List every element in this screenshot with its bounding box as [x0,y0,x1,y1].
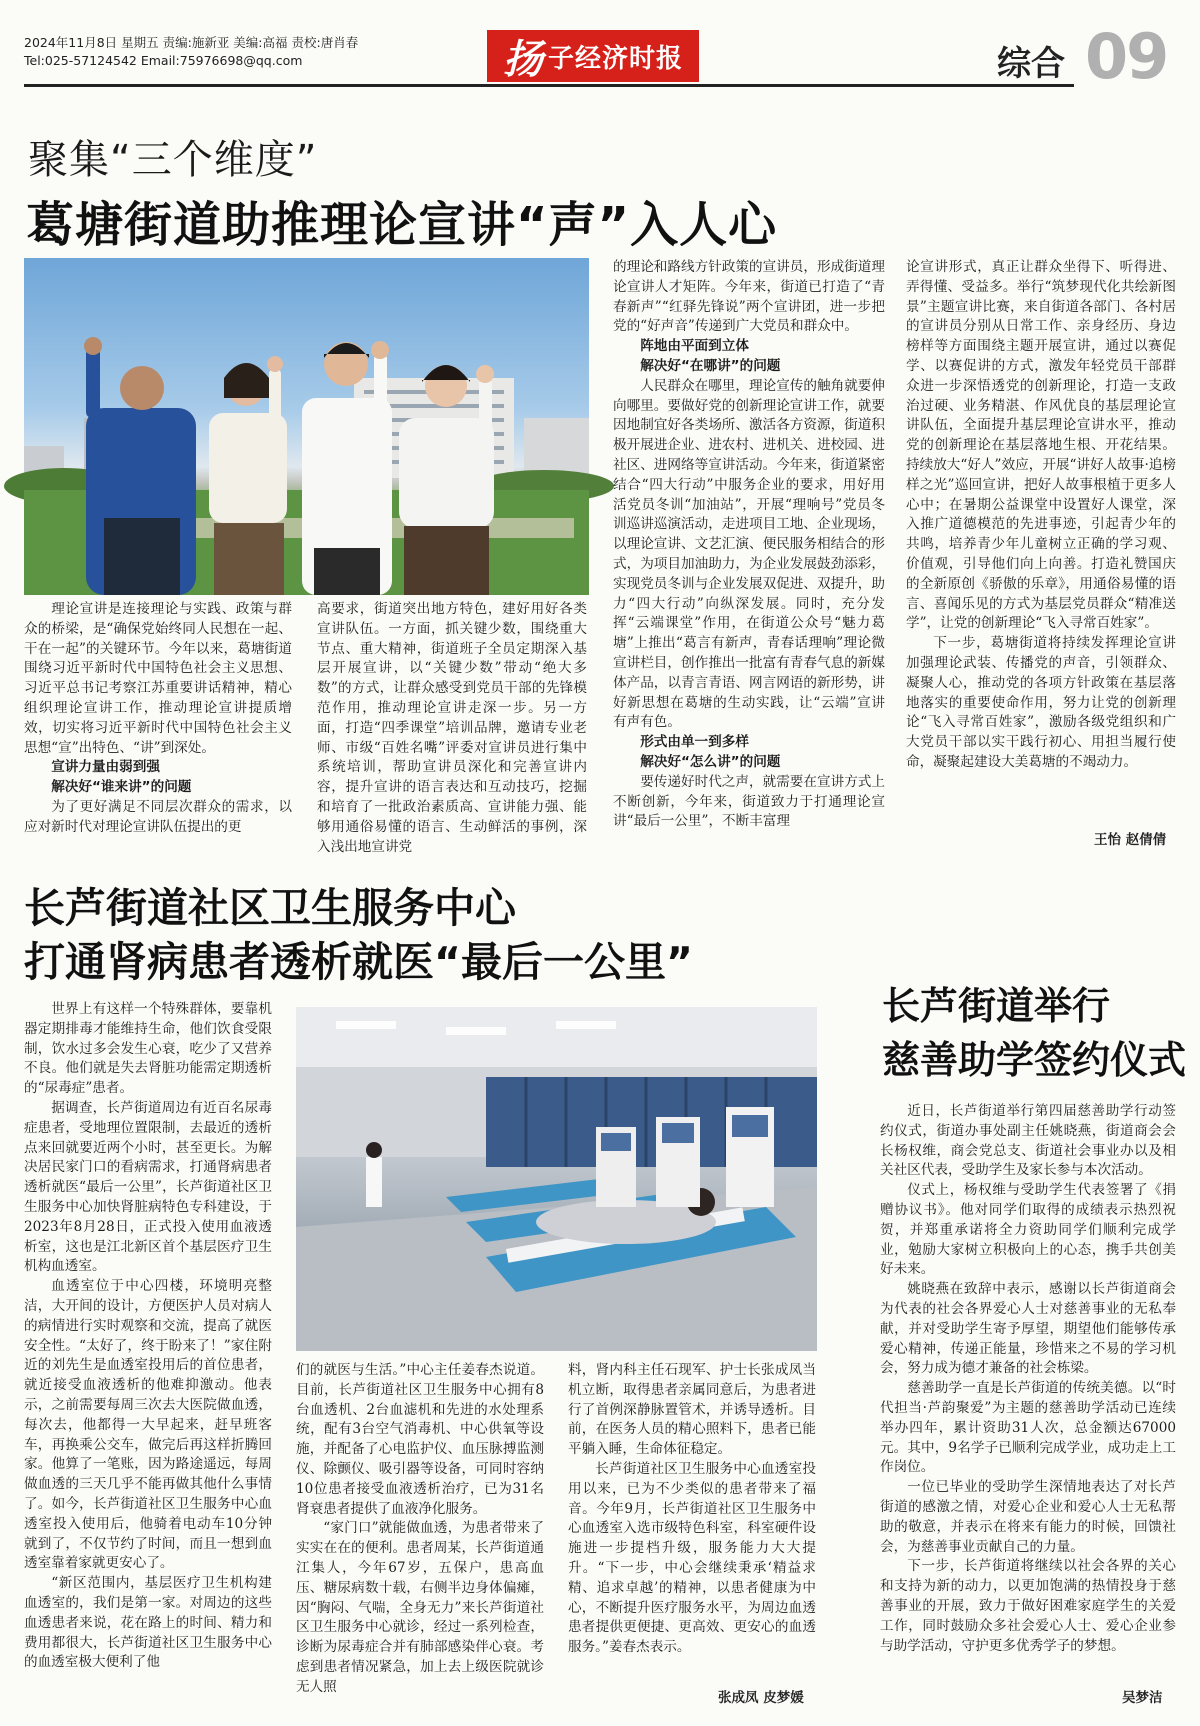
article3-paragraph: 慈善助学一直是长芦街道的传统美德。以“时代担当·芦韵聚爱”为主题的慈善助学活动已连续举办四年，累计资助31人次，总金额达67000元。其中，9名学子已顺利完成学业，成功走上工作岗位。 [880,1380,1176,1476]
article2-column-3 [568,1361,816,1681]
article1-headline: 葛塘街道助推理论宣讲“声”入人心 [26,197,778,253]
article3-byline: 吴梦洁 [1122,1690,1163,1706]
article1-paragraph: 高要求，街道突出地方特色，建好用好各类宣讲队伍。一方面，抓关键少数，围绕重大节点、重大精神，街道班子全员定期深入基层开展宣讲，以“关键少数”带动“绝大多数”的方式，让群众感受到党员干部的先锋模范作用，推动理论宣讲走深一步。另一方面，打造“四季课堂”培训品牌，邀请专业老师、市级“百姓名嘴”评委对宣讲员进行集中系统培训，帮助宣讲员深化和完善宣讲内容，提升宣讲的语言表达和互动技巧，挖掘和培育了一批政治素质高、宣讲能力强、能够用通俗易懂的语言、生动鲜活的事例，深入浅出地宣讲党 [317,601,587,855]
article1-paragraph: 的理论和路线方针政策的宣讲员，形成街道理论宣讲人才矩阵。今年来，街道已打造了“青春新声”“红驿先锋说”两个宣讲团，进一步把党的“好声音”传递到广大党员和群众中。 [613,259,885,335]
article2-photo [296,1007,817,1351]
article2-paragraph: “新区范围内，基层医疗卫生机构建血透室的，我们是第一家。对周边的这些血透患者来说，花在路上的时间、精力和费用都很大，长芦街道社区卫生服务中心的血透室极大便利了他 [24,1575,272,1671]
newspaper-logo [487,30,699,82]
article2-paragraph: 血透室位于中心四楼，环境明亮整洁，大开间的设计，方便医护人员对病人的病情进行实时观察和交流，提高了就医安全性。“太好了，终于盼来了！”家住附近的刘先生是血透室投用后的首位患者，就近接受血液透析的他难抑激动。他表示，之前需要每周三次去大医院做血透，每次去，他都得一大早起来，赶早班客车，再换乘公交车，做完后再这样折腾回家。他算了一笔账，因为路途遥远，每周做血透的三天几乎不能再做其他什么事情了。如今，长芦街道社区卫生服务中心血透室投入使用后，他骑着电动车10分钟就到了，不仅节约了时间，而且一想到血透室靠着家就更安心了。 [24,1278,272,1572]
article2-column-2 [296,1361,544,1708]
article2-paragraph: 长芦街道社区卫生服务中心血透室投用以来，已为不少类似的患者带来了福音。今年9月，长芦街道社区卫生服务中心血透室入选市级特色科室，科室硬件设施进一步提档升级，服务能力大大提升。“下一步，中心会继续秉承‘精益求精、追求卓越’的精神，以患者健康为中心，不断提升医疗服务水平，为周边血透患者提供更便捷、更高效、更安心的血透服务。”姜春杰表示。 [568,1460,816,1656]
article3-paragraph: 仪式上，杨权维与受助学生代表签署了《捐赠协议书》。他对同学们取得的成绩表示热烈祝贺，并郑重承诺将全力资助同学们顺利完成学业，勉励大家树立积极向上的心态，携手共创美好未来。 [880,1182,1176,1278]
page-number: 09 [1085,20,1168,93]
article1-byline: 王怡 赵倩倩 [1094,832,1167,848]
logo-script-character: 扬 [502,35,544,83]
article2-paragraph: 料，肾内科主任石现军、护士长张成凤当机立断，取得患者亲属同意后，为患者进行了首例深静脉置管术，并诱导透析。目前，在医务人员的精心照料下，患者已能平躺入睡，生命体征稳定。 [568,1362,816,1458]
article2-paragraph: 世界上有这样一个特殊群体，要靠机器定期排毒才能维持生命，他们饮食受限制，饮水过多会发生心衰，吃少了又营养不良。他们就是失去肾脏功能需定期透析的“尿毒症”患者。 [24,1001,272,1097]
article1-paragraph: 人民群众在哪里，理论宣传的触角就要伸向哪里。要做好党的创新理论宣讲工作，就要因地制宜好各类场所、激活各方资源，街道积极开展进企业、进农村、进机关、进校园、进社区、进网络等宣讲活动。今年来，街道紧密结合“四大行动”中服务企业的要求，用好用活党员冬训“加油站”，开展“理响号”党员冬训巡讲巡演活动，走进项目工地、企业现场，以理论宣讲、文艺汇演、便民服务相结合的形式，为项目加油助力，为企业发展鼓劲添彩，实现党员冬训与企业发展双促进、双提升，助力“四大行动”向纵深发展。同时，充分发挥“云端课堂”作用，在街道公众号“魅力葛塘”上推出“葛言有新声，青春话理响”理论微宣讲栏目，创作推出一批富有青春气息的新媒体产品，以青言青语、网言网语的新形势，讲好新思想在葛塘的生动实践，让“云端”宣讲有声有色。 [613,377,885,731]
article1-photo [24,258,589,595]
article1-subheading: 形式由单一到多样 [640,734,749,751]
article1-subheading: 解决好“谁来讲”的问题 [51,779,192,796]
propaganda-team-photo [24,258,589,595]
article2-column-1 [24,1000,272,1708]
dialysis-room-photo [296,1007,817,1351]
article3-paragraph: 姚晓燕在致辞中表示，感谢以长芦街道商会为代表的社会各界爱心人士对慈善事业的无私奉献，并对受助学生寄予厚望，期望他们能够传承爱心精神，传递正能量，珍惜来之不易的学习机会，努力成为德才兼备的社会栋梁。 [880,1281,1176,1377]
article3-paragraph: 下一步，长芦街道将继续以社会各界的关心和支持为新的动力，以更加饱满的热情投身于慈善事业的开展，致力于做好困难家庭学生的关爱工作，同时鼓励众多社会爱心人士、爱心企业参与助学活动，守护更多优秀学子的梦想。 [880,1558,1176,1654]
article2-paragraph: 们的就医与生活。”中心主任姜春杰说道。目前，长芦街道社区卫生服务中心拥有8台血透机、2台血滤机和先进的水处理系统，配有3台空气消毒机、中心供氧等设施，并配备了心电监护仪、血压脉搏监测仪、除颤仪、吸引器等设备，可同时容纳10位患者接受血液透析治疗，已为31名肾衰患者提供了血液净化服务。 [296,1362,544,1517]
article1-subheading: 阵地由平面到立体 [640,338,749,355]
article1-subheading: 宣讲力量由弱到强 [51,759,160,776]
article2-paragraph: “家门口”就能做血透，为患者带来了实实在在的便利。患者周某，长芦街道通江集人，今年67岁，五保户，患高血压、糖尿病数十载，右侧半边身体偏瘫，因“胸闷、气喘，全身无力”来长芦街道社区卫生服务中心就诊，经过一系列检查，诊断为尿毒症合并有肺部感染伴心衰。考虑到患者情况紧急，加上去上级医院就诊无人照 [296,1520,544,1695]
logo-text: 子经济时报 [547,43,683,74]
article2-byline: 张成凤 皮梦媛 [718,1690,804,1706]
section-label: 综合 [997,44,1065,84]
article1-column-3 [613,258,885,830]
article1-paragraph: 要传递好时代之声，就需要在宣讲方式上不断创新，今年来，街道致力于打通理论宣讲“最后一公里”，不断丰富理 [613,773,885,830]
article3-headline-line1: 长芦街道举行 [882,984,1111,1028]
article2-headline-line1: 长芦街道社区卫生服务中心 [24,884,516,932]
article1-paragraph: 理论宣讲是连接理论与实践、政策与群众的桥梁，是“确保党始终同人民想在一起、干在一起”的关键环节。今年以来，葛塘街道围绕习近平新时代中国特色社会主义思想、习近平总书记考察江苏重要讲话精神，精心组织理论宣讲工作，推动理论宣讲提质增效，切实将习近平新时代中国特色社会主义思想“宣”出特色、“讲”到深处。 [24,601,292,756]
article1-column-1 [24,600,292,835]
article2-paragraph: 据调查，长芦街道周边有近百名尿毒症患者，受地理位置限制，去最近的透析点来回就要近两个小时，甚至更长。为解决居民家门口的看病需求，打通肾病患者透析就医“最后一公里”，长芦街道社区卫生服务中心加快肾脏病特色专科建设，于2023年8月28日，正式投入使用血液透析室，这也是江北新区首个基层医疗卫生机构血透室。 [24,1099,272,1275]
header-rule [24,84,1074,87]
article3-headline-line2: 慈善助学签约仪式 [882,1038,1187,1082]
article1-kicker: 聚集“三个维度” [28,137,318,183]
article1-column-4 [906,258,1176,816]
masthead-issue-line: 2024年11月8日 星期五 责编:施新亚 美编:高福 责校:唐肖春 [24,35,359,50]
article1-paragraph: 论宣讲形式，真正让群众坐得下、听得进、弄得懂、受益多。举行“筑梦现代化共绘新图景”主题宣讲比赛，来自街道各部门、各村居的宣讲员分别从日常工作、亲身经历、身边榜样等方面围绕主题开展宣讲，通过以赛促学、以赛促讲的方式，激发年轻党员干部群众进一步深悟透党的创新理论，打造一支政治过硬、业务精湛、作风优良的基层理论宣讲队伍，全面提升基层理论宣讲水平，推动党的创新理论在基层落地生根、开花结果。持续放大“好人”效应，开展“讲好人故事·追榜样之光”巡回宣讲，把好人故事根植于更多人心中；在暑期公益课堂中设置好人课堂，深入推广道德模范的先进事迹，引起青少年的共鸣，培养青少年儿童树立正确的学习观、价值观，引导他们向上向善。打造礼赞国庆的全新原创《骄傲的乐章》，用通俗易懂的语言、喜闻乐见的方式为基层党员群众“精准送学”，让党的创新理论“飞入寻常百姓家”。 [906,259,1176,632]
article1-paragraph: 为了更好满足不同层次群众的需求，以应对新时代对理论宣讲队伍提出的更 [24,798,292,835]
masthead-contact-line: Tel:025-57124542 Email:75976698@qq.com [24,53,303,68]
article3-column [880,1102,1176,1682]
article1-column-2 [317,600,587,855]
article3-paragraph: 一位已毕业的受助学生深情地表达了对长芦街道的感激之情，对爱心企业和爱心人士无私帮助的敬意，并表示在将来有能力的时候，回馈社会，为慈善事业贡献自己的力量。 [880,1479,1176,1555]
article2-headline-line2: 打通肾病患者透析就医“最后一公里” [24,938,693,986]
article3-paragraph: 近日，长芦街道举行第四届慈善助学行动签约仪式，街道办事处副主任姚晓燕，街道商会会长杨权维，商会党总支、街道社会事业办以及相关社区代表，受助学生及家长参与本次活动。 [880,1103,1176,1179]
article1-paragraph: 下一步，葛塘街道将持续发挥理论宣讲加强理论武装、传播党的声音，引领群众、凝聚人心，推动党的各项方针政策在基层落地落实的重要使命作用，努力让党的创新理论“飞入寻常百姓家”，激励各级党组织和广大党员干部以实干践行初心、用担当履行使命，凝聚起建设大美葛塘的不竭动力。 [906,635,1176,770]
article1-subheading: 解决好“怎么讲”的问题 [640,753,781,770]
article1-subheading: 解决好“在哪讲”的问题 [640,357,781,374]
